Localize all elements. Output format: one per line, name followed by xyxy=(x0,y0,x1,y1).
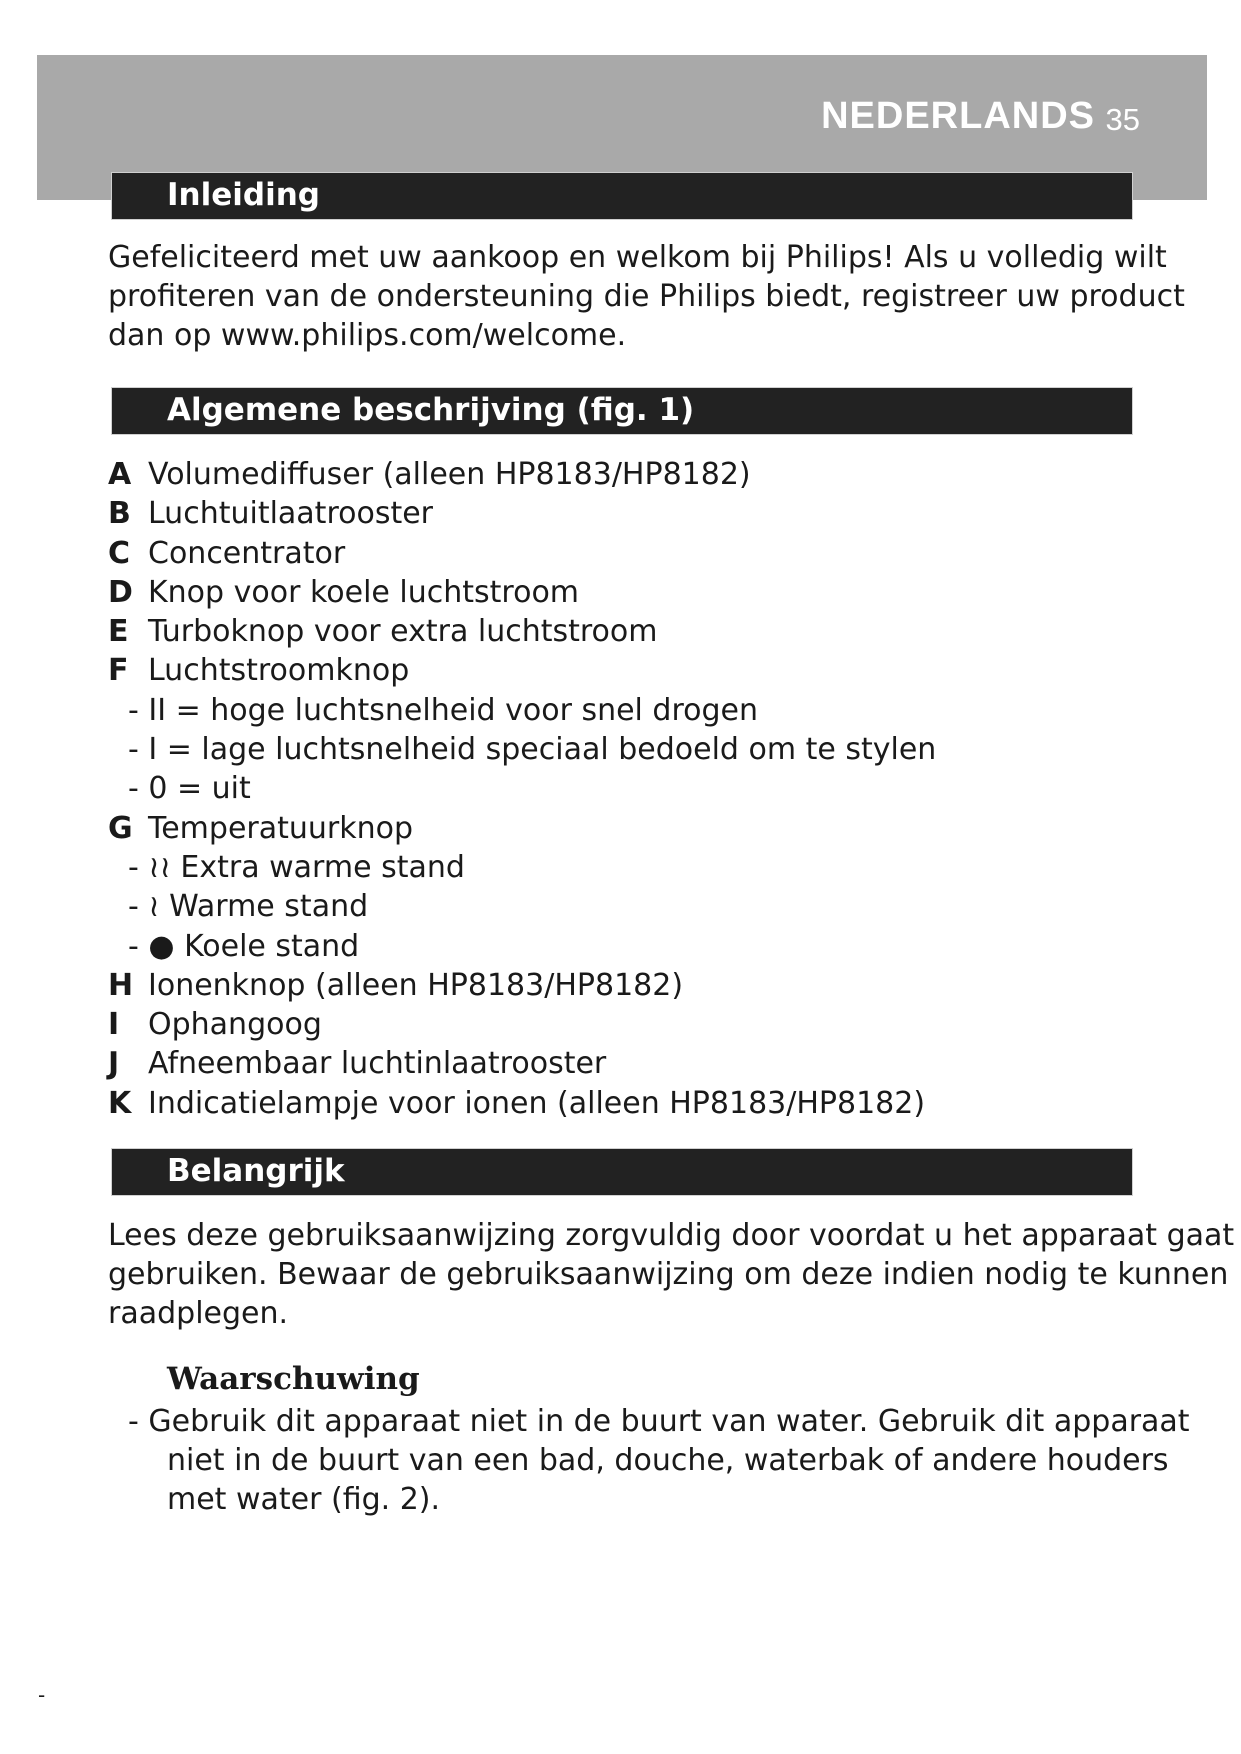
list-item xyxy=(108,494,936,533)
list-item xyxy=(108,966,936,1005)
warning-line: met water (fig. 2). xyxy=(167,1482,441,1517)
corner-mark: - xyxy=(38,1683,46,1707)
item-text: Indicatielampje voor ionen (alleen HP8183/HP8182) xyxy=(148,1085,926,1121)
warning-line: niet in de buurt van een bad, douche, waterbak of andere houders xyxy=(167,1443,1169,1478)
list-item xyxy=(108,1084,936,1123)
list-item xyxy=(108,534,936,573)
section-title: Algemene beschrijving (fig. 1) xyxy=(167,392,695,428)
item-letter: C xyxy=(108,535,131,571)
section-bar-important xyxy=(112,1149,1132,1195)
item-text: Luchtstroomknop xyxy=(148,653,410,689)
warning-line: - Gebruik dit apparaat niet in de buurt van water. Gebruik dit apparaat xyxy=(128,1404,1190,1439)
item-letter: F xyxy=(108,653,129,689)
list-item xyxy=(108,651,936,690)
item-text: Concentrator xyxy=(148,535,346,571)
language-heading: NEDERLANDS xyxy=(821,95,1095,137)
intro-paragraph xyxy=(108,238,1185,355)
paragraph-line: gebruiken. Bewaar de gebruiksaanwijzing om deze indien nodig te kunnen xyxy=(108,1257,1229,1292)
item-text: Turboknop voor extra luchtstroom xyxy=(148,614,658,650)
paragraph-line: dan op www.philips.com/welcome. xyxy=(108,318,627,353)
list-subitem: - ≀≀ Extra warme stand xyxy=(128,849,465,885)
item-letter: J xyxy=(108,1046,120,1082)
item-letter: A xyxy=(108,457,132,492)
list-item xyxy=(108,455,936,494)
section-title: Inleiding xyxy=(167,177,320,213)
item-letter: D xyxy=(108,574,133,610)
page-number: 35 xyxy=(1105,102,1140,137)
item-letter: G xyxy=(108,810,133,846)
item-text: Volumediffuser (alleen HP8183/HP8182) xyxy=(148,457,751,492)
section-bar-description xyxy=(112,388,1132,434)
list-item xyxy=(108,612,936,651)
item-text: Temperatuurknop xyxy=(148,810,414,846)
list-subitem: - ≀ Warme stand xyxy=(128,889,369,925)
list-subitem: - ● Koele stand xyxy=(128,928,360,964)
warning-list xyxy=(128,1402,1190,1519)
paragraph-line: Gefeliciteerd met uw aankoop en welkom bij Philips! Als u volledig wilt xyxy=(108,240,1167,275)
list-item xyxy=(108,809,936,848)
item-text: Knop voor koele luchtstroom xyxy=(148,574,580,610)
paragraph-line: raadplegen. xyxy=(108,1296,289,1331)
item-letter: I xyxy=(108,1007,120,1043)
list-subitem: - I = lage luchtsnelheid speciaal bedoeld om te stylen xyxy=(128,732,937,768)
warning-heading: Waarschuwing xyxy=(167,1361,420,1397)
list-item xyxy=(108,1044,936,1083)
paragraph-line: Lees deze gebruiksaanwijzing zorgvuldig door voordat u het apparaat gaat xyxy=(108,1218,1235,1253)
item-text: Luchtuitlaatrooster xyxy=(148,496,434,532)
item-letter: B xyxy=(108,496,131,532)
list-subitem: - 0 = uit xyxy=(128,771,251,807)
list-item xyxy=(108,1005,936,1044)
section-title: Belangrijk xyxy=(167,1153,345,1189)
paragraph-line: profiteren van de ondersteuning die Philips biedt, registreer uw product xyxy=(108,279,1185,314)
section-bar-intro xyxy=(112,173,1132,219)
item-letter: E xyxy=(108,614,129,650)
important-paragraph xyxy=(108,1216,1235,1333)
item-letter: H xyxy=(108,967,134,1003)
parts-list xyxy=(108,455,936,1123)
item-text: Ionenknop (alleen HP8183/HP8182) xyxy=(148,967,684,1003)
item-text: Ophangoog xyxy=(148,1007,322,1043)
list-item xyxy=(108,573,936,612)
item-text: Afneembaar luchtinlaatrooster xyxy=(148,1046,607,1082)
list-subitem: - II = hoge luchtsnelheid voor snel drogen xyxy=(128,692,758,728)
item-letter: K xyxy=(108,1085,132,1121)
